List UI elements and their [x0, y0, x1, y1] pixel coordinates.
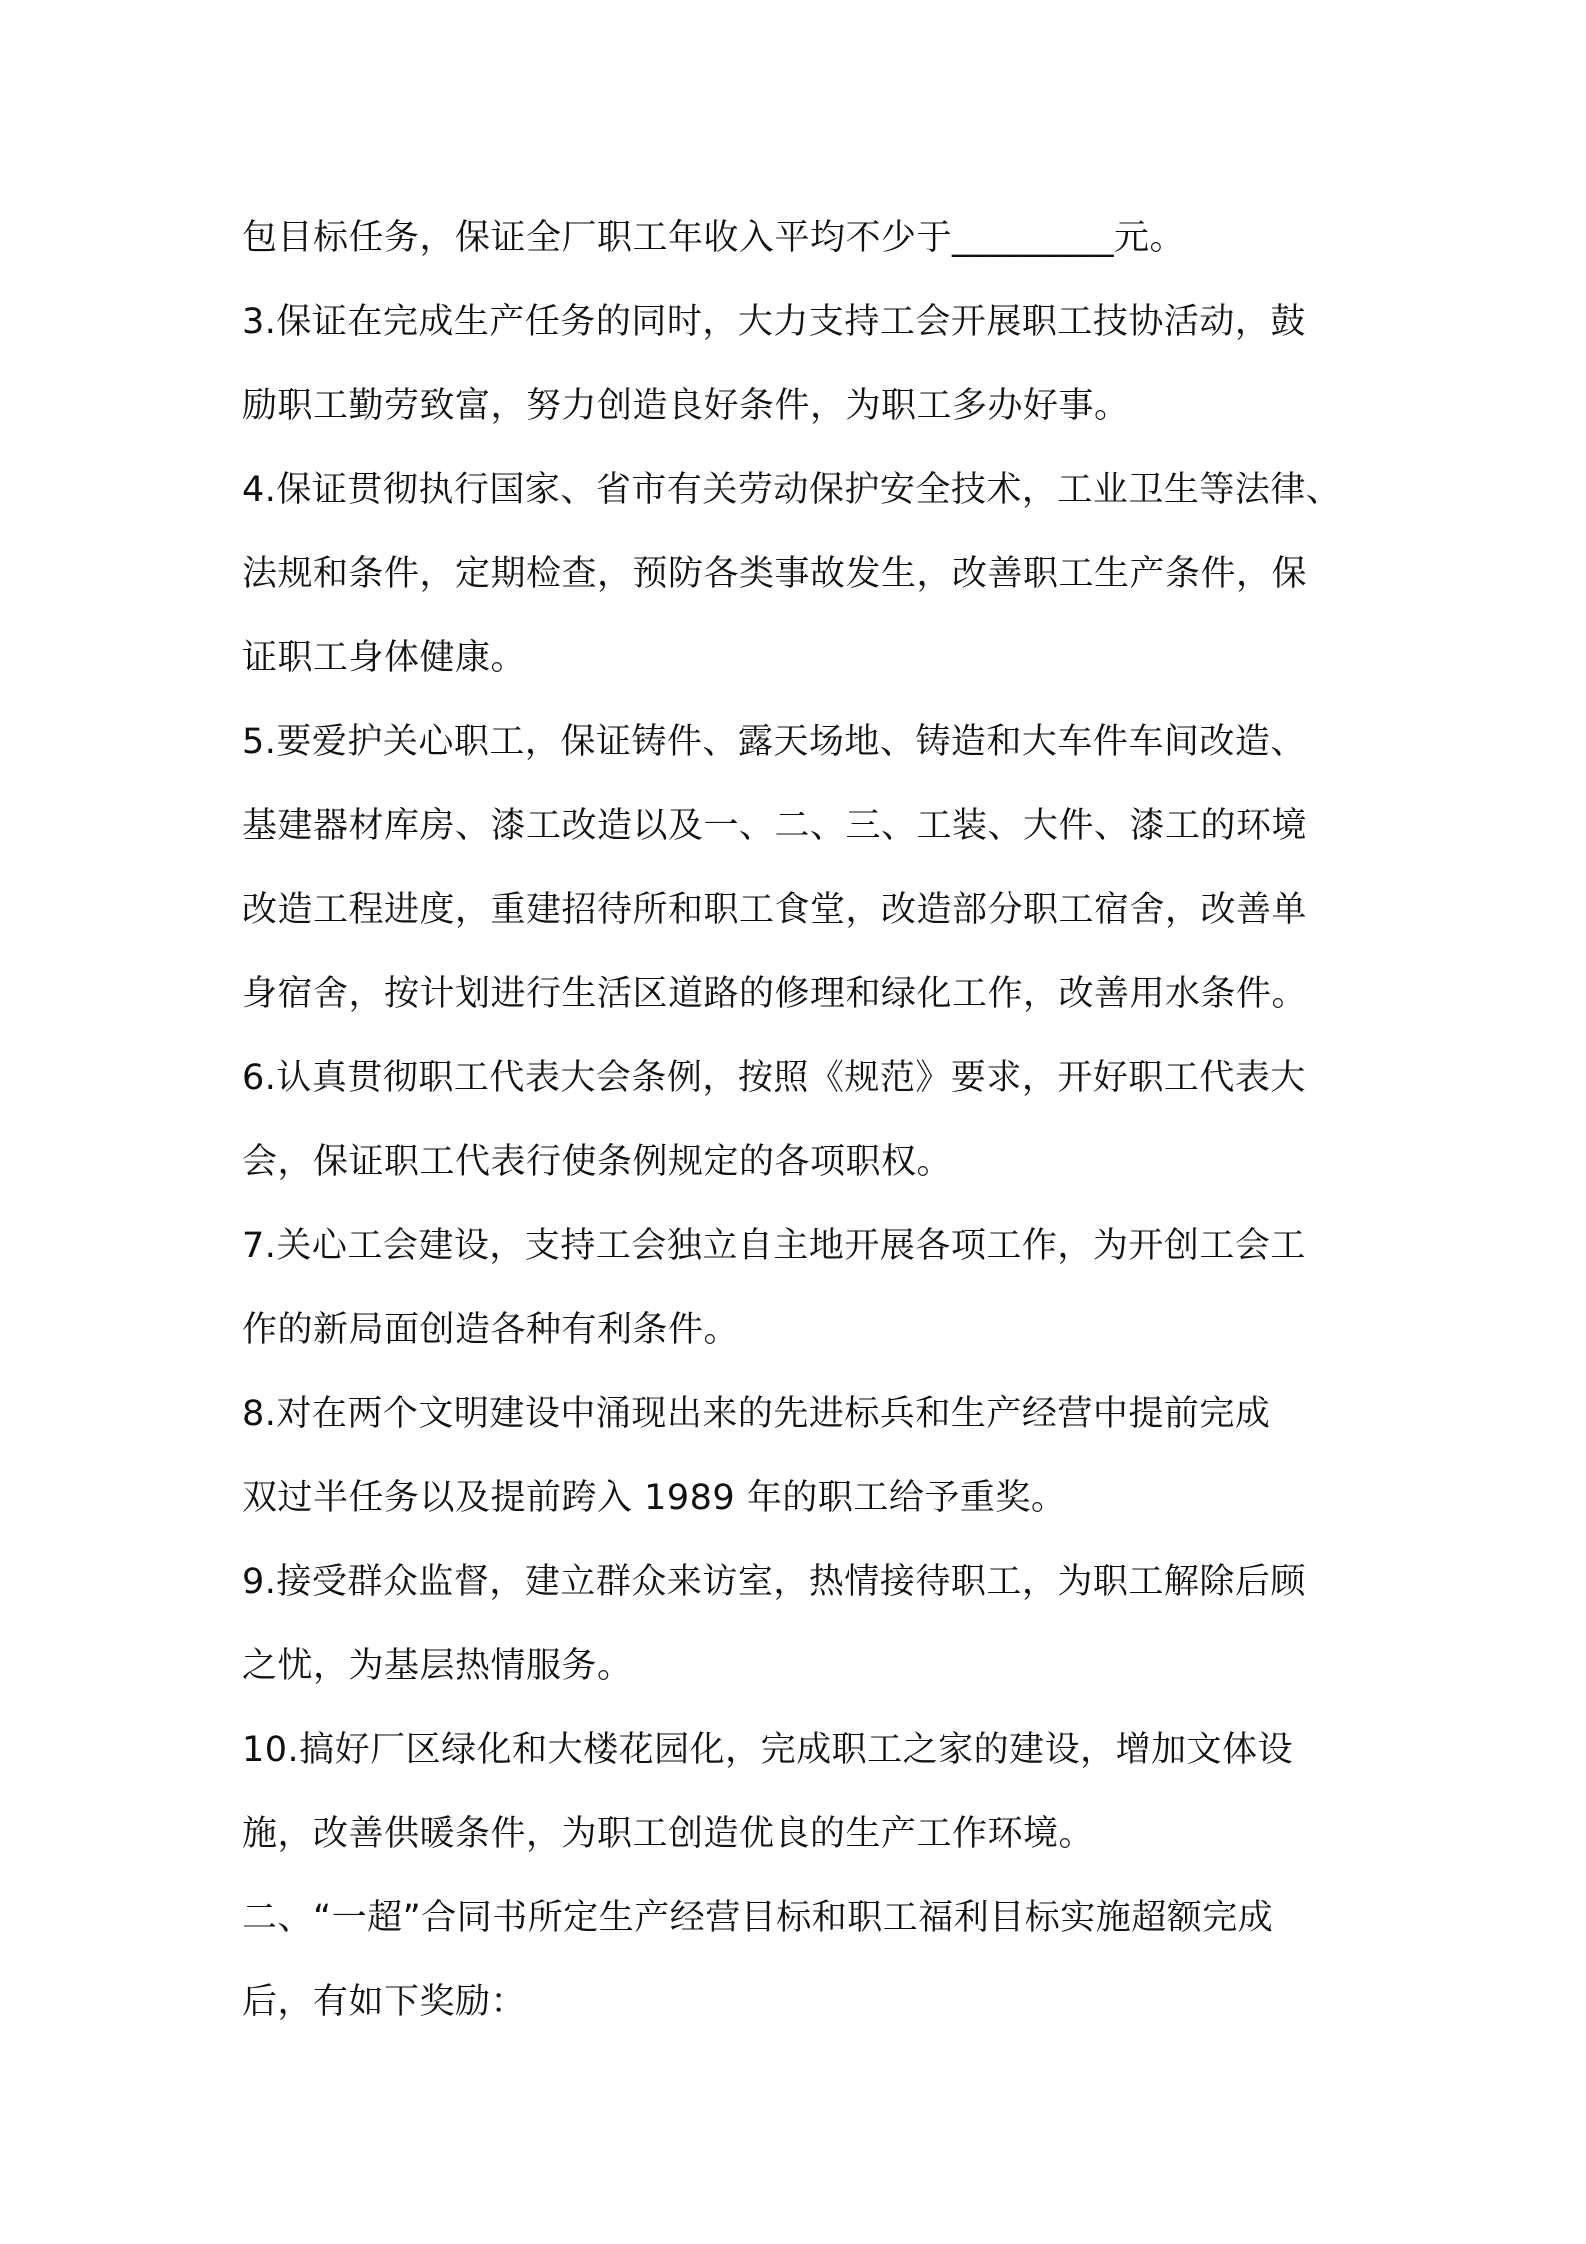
- text-line: 会，保证职工代表行使条例规定的各项职权。: [242, 1142, 953, 1182]
- text-line: 3.保证在完成生产任务的同时，大力支持工会开展职工技协活动，鼓: [242, 302, 1306, 342]
- text-line: 7.关心工会建设，支持工会独立自主地开展各项工作，为开创工会工: [242, 1226, 1306, 1266]
- text-line: 4.保证贯彻执行国家、省市有关劳动保护安全技术，工业卫生等法律、: [242, 470, 1342, 510]
- text-line: 之忧，为基层热情服务。: [242, 1646, 633, 1686]
- document-body: [242, 196, 1352, 2044]
- text-line: 8.对在两个文明建设中涌现出来的先进标兵和生产经营中提前完成: [242, 1394, 1271, 1434]
- text-line: 改造工程进度，重建招待所和职工食堂，改造部分职工宿舍，改善单: [242, 890, 1308, 930]
- text-line: 10.搞好厂区绿化和大楼花园化，完成职工之家的建设，增加文体设: [242, 1730, 1294, 1770]
- text-line: 施，改善供暖条件，为职工创造优良的生产工作环境。: [242, 1814, 1095, 1854]
- text-line: 双过半任务以及提前跨入 1989 年的职工给予重奖。: [242, 1478, 1067, 1518]
- text-line: 二、“一超”合同书所定生产经营目标和职工福利目标实施超额完成: [242, 1898, 1274, 1938]
- text-line: 包目标任务，保证全厂职工年收入平均不少于_________元。: [242, 218, 1186, 258]
- text-line: 9.接受群众监督，建立群众来访室，热情接待职工，为职工解除后顾: [242, 1562, 1306, 1602]
- text-line: 5.要爱护关心职工，保证铸件、露天场地、铸造和大车件车间改造、: [242, 722, 1306, 762]
- text-line: 基建器材库房、漆工改造以及一、二、三、工装、大件、漆工的环境: [242, 806, 1308, 846]
- text-line: 后，有如下奖励：: [242, 1982, 527, 2022]
- text-line: 身宿舍，按计划进行生活区道路的修理和绿化工作，改善用水条件。: [242, 974, 1308, 1014]
- text-line: 励职工勤劳致富，努力创造良好条件，为职工多办好事。: [242, 386, 1130, 426]
- text-line: 6.认真贯彻职工代表大会条例，按照《规范》要求，开好职工代表大: [242, 1058, 1306, 1098]
- text-line: 作的新局面创造各种有利条件。: [242, 1310, 740, 1350]
- text-line: 法规和条件，定期检查，预防各类事故发生，改善职工生产条件，保: [242, 554, 1308, 594]
- text-line: 证职工身体健康。: [242, 638, 527, 678]
